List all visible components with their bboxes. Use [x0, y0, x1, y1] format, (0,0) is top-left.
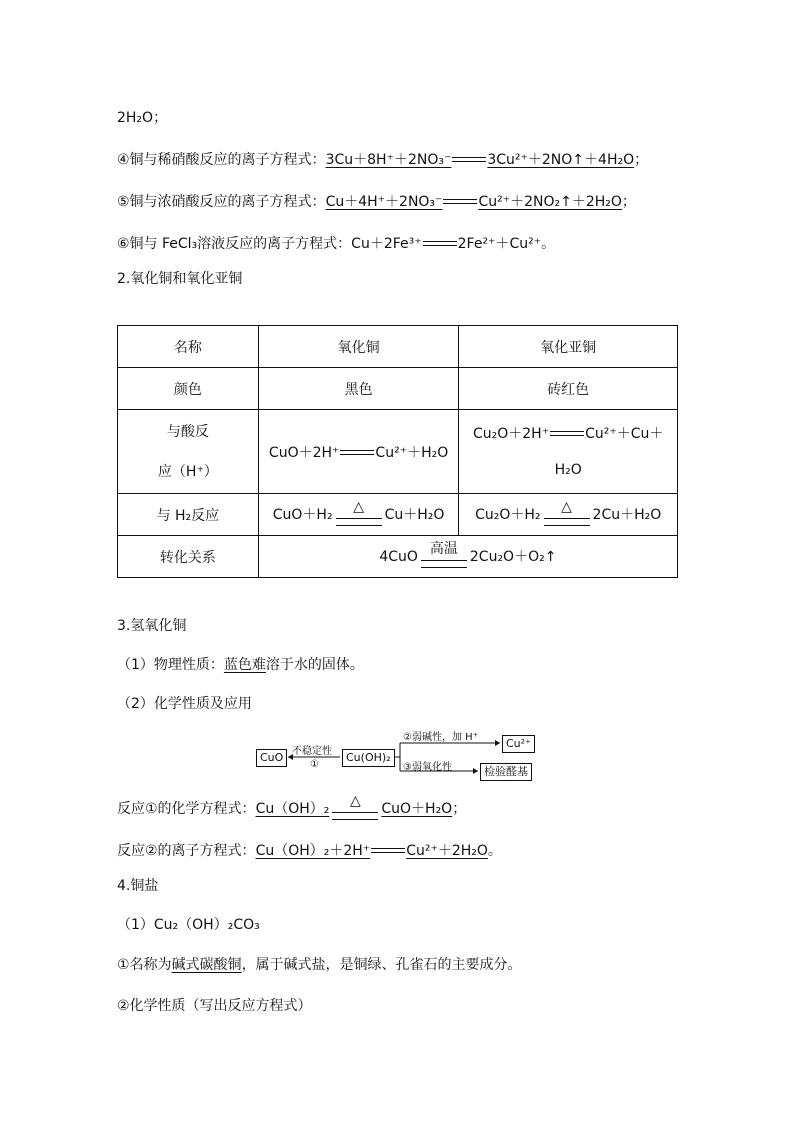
table-cell: Cu₂O＋H₂ △ 2Cu＋H₂O	[459, 494, 678, 536]
line-fecl3: ⑥铜与 FeCl₃溶液反应的离子方程式：Cu＋2Fe³⁺ 2Fe²⁺＋Cu²⁺。	[117, 236, 556, 252]
line-physical-properties: （1）物理性质：蓝色难溶于水的固体。	[117, 657, 364, 673]
heat-condition: △	[336, 504, 382, 526]
heading-copper-salts: 4.铜盐	[117, 878, 159, 894]
oxides-table	[117, 325, 678, 578]
table-cell: 与酸反 应（H⁺）	[118, 410, 259, 494]
heading-copper-oxides: 2.氧化铜和氧化亚铜	[117, 271, 243, 287]
arrow3-label: ③弱氧化性	[403, 762, 452, 773]
table-cell: 黑色	[258, 368, 459, 410]
heat-condition: △	[332, 798, 378, 820]
table-row	[118, 326, 678, 368]
cuo-box: CuO	[256, 749, 287, 767]
table-row	[118, 494, 678, 536]
heading-copper-hydroxide: 3.氢氧化铜	[117, 618, 187, 634]
table-cell: CuO＋2H⁺ Cu²⁺＋H₂O	[258, 410, 459, 494]
line-dilute-nitric: ④铜与稀硝酸反应的离子方程式：3Cu＋8H⁺＋2NO₃⁻ 3Cu²⁺＋2NO↑＋4H₂O；	[117, 152, 649, 168]
line-basic-carbonate: （1）Cu₂（OH）₂CO₃	[117, 917, 260, 933]
equals-sign	[371, 845, 405, 857]
table-row	[118, 536, 678, 578]
table-header: 名称	[118, 326, 259, 368]
high-temp-condition: 高温	[421, 546, 467, 568]
table-cell: 与 H₂反应	[118, 494, 259, 536]
equals-sign	[452, 154, 486, 166]
equals-sign	[423, 238, 457, 250]
line-chemical-property-header: ②化学性质（写出反应方程式）	[117, 998, 312, 1014]
line-2h2o: 2H₂O；	[117, 110, 168, 126]
arrow1-bottom-label: ①	[310, 759, 319, 770]
table-cell: CuO＋H₂ △ Cu＋H₂O	[258, 494, 459, 536]
table-cell: 转化关系	[118, 536, 259, 578]
arrow1-top-label: 不稳定性	[292, 746, 332, 757]
equals-sign	[443, 196, 477, 208]
equals-sign	[550, 428, 584, 440]
equals-sign	[340, 447, 374, 459]
heat-condition: △	[544, 504, 590, 526]
hydroxide-diagram	[256, 727, 540, 783]
table-header: 氧化亚铜	[459, 326, 678, 368]
table-cell: 4CuO 高温 2Cu₂O＋O₂↑	[258, 536, 677, 578]
table-cell: 颜色	[118, 368, 259, 410]
line-reaction-1: 反应①的化学方程式：Cu（OH）₂ △ CuO＋H₂O；	[117, 798, 466, 820]
line-name: ①名称为碱式碳酸铜，属于碱式盐，是铜绿、孔雀石的主要成分。	[117, 957, 522, 973]
cuoh2-box: Cu(OH)₂	[342, 749, 395, 767]
table-cell: Cu₂O＋2H⁺ Cu²⁺＋Cu＋ H₂O	[459, 410, 678, 494]
table-header: 氧化铜	[258, 326, 459, 368]
table-row	[118, 368, 678, 410]
line-reaction-2: 反应②的离子方程式：Cu（OH）₂＋2H⁺ Cu²⁺＋2H₂O。	[117, 843, 502, 859]
table-cell: 砖红色	[459, 368, 678, 410]
aldehyde-test-box: 检验醛基	[480, 763, 532, 781]
line-conc-nitric: ⑤铜与浓硝酸反应的离子方程式：Cu＋4H⁺＋2NO₃⁻ Cu²⁺＋2NO₂↑＋2H₂O；	[117, 194, 636, 210]
cu2plus-box: Cu²⁺	[502, 735, 535, 753]
line-chemical-properties: （2）化学性质及应用	[117, 696, 252, 712]
arrow2-label: ②弱碱性，加 H⁺	[403, 732, 478, 743]
table-row	[118, 410, 678, 494]
